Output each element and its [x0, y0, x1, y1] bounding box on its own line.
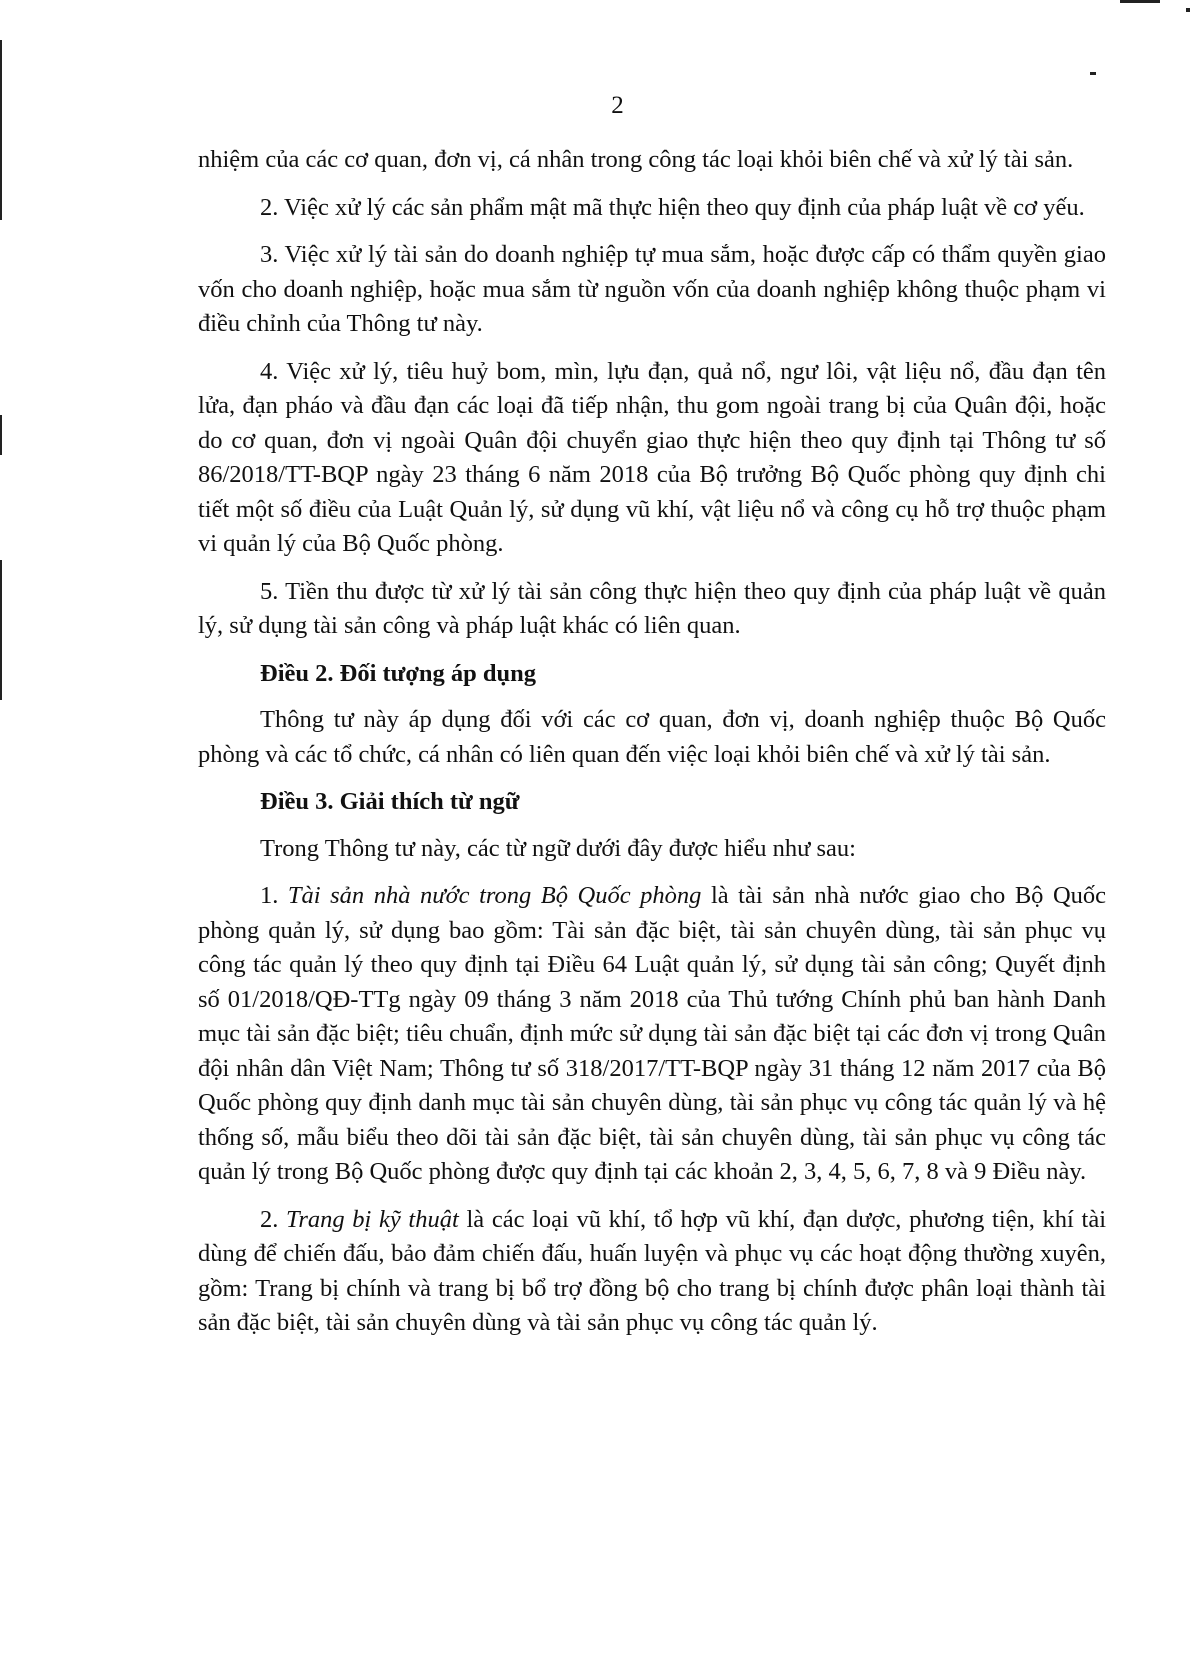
scan-edge-mark	[0, 415, 2, 455]
defined-term: Tài sản nhà nước trong Bộ Quốc phòng	[287, 882, 702, 909]
definition-text: là tài sản nhà nước giao cho Bộ Quốc phòng quản lý, sử dụng bao gồm: Tài sản đặc biệt, tài sản chuyên dùng, tài sản phục vụ công tác quản lý theo quy định tại Điều 64 Luật quản lý, sử dụng tài sản công; Quyết định số 01/2018/QĐ-TTg ngày 09 tháng 3 năm 2018 của Thủ tướng Chính phủ ban hành Danh mục tài sản đặc biệt; tiêu chuẩn, định mức sử dụng tài sản đặc biệt tại các đơn vị trong Quân đội nhân dân Việt Nam; Thông tư số 318/2017/TT-BQP ngày 31 tháng 12 năm 2017 của Bộ Quốc phòng quy định danh mục tài sản chuyên dùng, tài sản phục vụ công tác quản lý và hệ thống số, mẫu biểu theo dõi tài sản đặc biệt, tài sản chuyên dùng, tài sản phục vụ công tác quản lý trong Bộ Quốc phòng được quy định tại các khoản 2, 3, 4, 5, 6, 7, 8 và 9 Điều này.	[198, 882, 1107, 1185]
definition-paragraph	[198, 879, 1106, 1190]
definition-text: là các loại vũ khí, tổ hợp vũ khí, đạn dược, phương tiện, khí tài dùng để chiến đấu, bảo đảm chiến đấu, huấn luyện và phục vụ các hoạt động thường xuyên, gồm: Trang bị chính và trang bị bổ trợ đồng bộ cho trang bị chính được phân loại thành tài sản đặc biệt, tài sản chuyên dùng và tài sản phục vụ công tác quản lý.	[198, 1205, 1107, 1336]
paragraph: 5. Tiền thu được từ xử lý tài sản công thực hiện theo quy định của pháp luật về quản lý, sử dụng tài sản công và pháp luật khác có liên quan.	[198, 577, 1106, 639]
paragraph: nhiệm của các cơ quan, đơn vị, cá nhân trong công tác loại khỏi biên chế và xử lý tài sản.	[198, 146, 1074, 173]
paragraph: 4. Việc xử lý, tiêu huỷ bom, mìn, lựu đạn, quả nổ, ngư lôi, vật liệu nổ, đầu đạn tên lửa, đạn pháo và đầu đạn các loại đã tiếp nhận, thu gom ngoài trang bị của Quân đội, hoặc do cơ quan, đơn vị ngoài Quân đội chuyển giao thực hiện theo quy định tại Thông tư số 86/2018/TT-BQP ngày 23 tháng 6 năm 2018 của Bộ trưởng Bộ Quốc phòng quy định chi tiết một số điều của Luật Quản lý, sử dụng vũ khí, vật liệu nổ và công cụ hỗ trợ thuộc phạm vi quản lý của Bộ Quốc phòng.	[198, 357, 1106, 557]
scan-edge-mark	[1120, 0, 1160, 3]
definition-paragraph	[198, 1203, 1106, 1341]
scan-edge-mark	[0, 560, 2, 700]
clause-number: 1.	[260, 882, 288, 909]
page-number: 2	[611, 92, 624, 119]
article-heading: Điều 3. Giải thích từ ngữ	[260, 788, 520, 815]
paragraph: 3. Việc xử lý tài sản do doanh nghiệp tự mua sắm, hoặc được cấp có thẩm quyền giao vốn cho doanh nghiệp, hoặc mua sắm từ nguồn vốn của doanh nghiệp không thuộc phạm vi điều chỉnh của Thông tư này.	[198, 241, 1106, 337]
clause-number: 2.	[260, 1205, 287, 1233]
paragraph: Thông tư này áp dụng đối với các cơ quan, đơn vị, doanh nghiệp thuộc Bộ Quốc phòng và các tổ chức, cá nhân có liên quan đến việc loại khỏi biên chế và xử lý tài sản.	[198, 706, 1106, 768]
paragraph: 2. Việc xử lý các sản phẩm mật mã thực hiện theo quy định của pháp luật về cơ yếu.	[260, 193, 1085, 221]
paragraph: Trong Thông tư này, các từ ngữ dưới đây được hiểu như sau:	[260, 834, 856, 862]
scan-edge-mark	[1186, 8, 1190, 12]
article-heading: Điều 2. Đối tượng áp dụng	[260, 659, 537, 687]
defined-term: Trang bị kỹ thuật	[286, 1205, 459, 1233]
scan-edge-mark	[1090, 72, 1096, 75]
scan-edge-mark	[0, 40, 2, 220]
document-body	[198, 143, 1106, 1354]
